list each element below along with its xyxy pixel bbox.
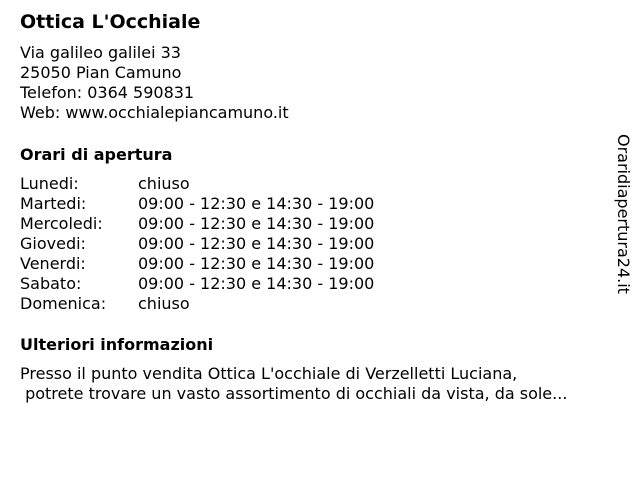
- postal-city: 25050 Pian Camuno: [20, 63, 182, 82]
- business-name: Ottica L'Occhiale: [20, 11, 201, 33]
- day-hours: 09:00 - 12:30 e 14:30 - 19:00: [138, 194, 375, 213]
- description-line-1: Presso il punto vendita Ottica L'occhiale di Verzelletti Luciana,: [20, 364, 518, 383]
- opening-hours-table: [20, 174, 374, 314]
- site-watermark: [612, 134, 634, 312]
- hours-row-thursday: [20, 234, 374, 254]
- day-hours: 09:00 - 12:30 e 14:30 - 19:00: [138, 214, 375, 233]
- hours-row-monday: [20, 174, 374, 194]
- hours-row-tuesday: [20, 194, 374, 214]
- hours-row-sunday: [20, 294, 374, 314]
- further-info-text: [20, 364, 620, 404]
- day-hours: chiuso: [138, 174, 190, 193]
- street-address: Via galileo galilei 33: [20, 43, 181, 62]
- website: Web: www.occhialepiancamuno.it: [20, 103, 289, 122]
- day-hours: 09:00 - 12:30 e 14:30 - 19:00: [138, 254, 375, 273]
- day-label: Domenica:: [20, 294, 107, 313]
- day-label: Giovedi:: [20, 234, 86, 253]
- hours-row-wednesday: [20, 214, 374, 234]
- day-label: Mercoledi:: [20, 214, 103, 233]
- contact-block: [20, 43, 289, 123]
- day-hours: 09:00 - 12:30 e 14:30 - 19:00: [138, 234, 375, 253]
- day-label: Lunedi:: [20, 174, 79, 193]
- day-label: Sabato:: [20, 274, 82, 293]
- watermark-text: Oraridiapertura24.it: [614, 134, 633, 294]
- opening-hours-heading: Orari di apertura: [20, 145, 173, 164]
- day-label: Venerdi:: [20, 254, 86, 273]
- day-hours: 09:00 - 12:30 e 14:30 - 19:00: [138, 274, 375, 293]
- hours-row-saturday: [20, 274, 374, 294]
- phone-number: Telefon: 0364 590831: [20, 83, 195, 102]
- day-label: Martedi:: [20, 194, 87, 213]
- hours-row-friday: [20, 254, 374, 274]
- description-line-2: potrete trovare un vasto assortimento di occhiali da vista, da sole...: [20, 384, 568, 403]
- day-hours: chiuso: [138, 294, 190, 313]
- further-info-heading: Ulteriori informazioni: [20, 335, 214, 354]
